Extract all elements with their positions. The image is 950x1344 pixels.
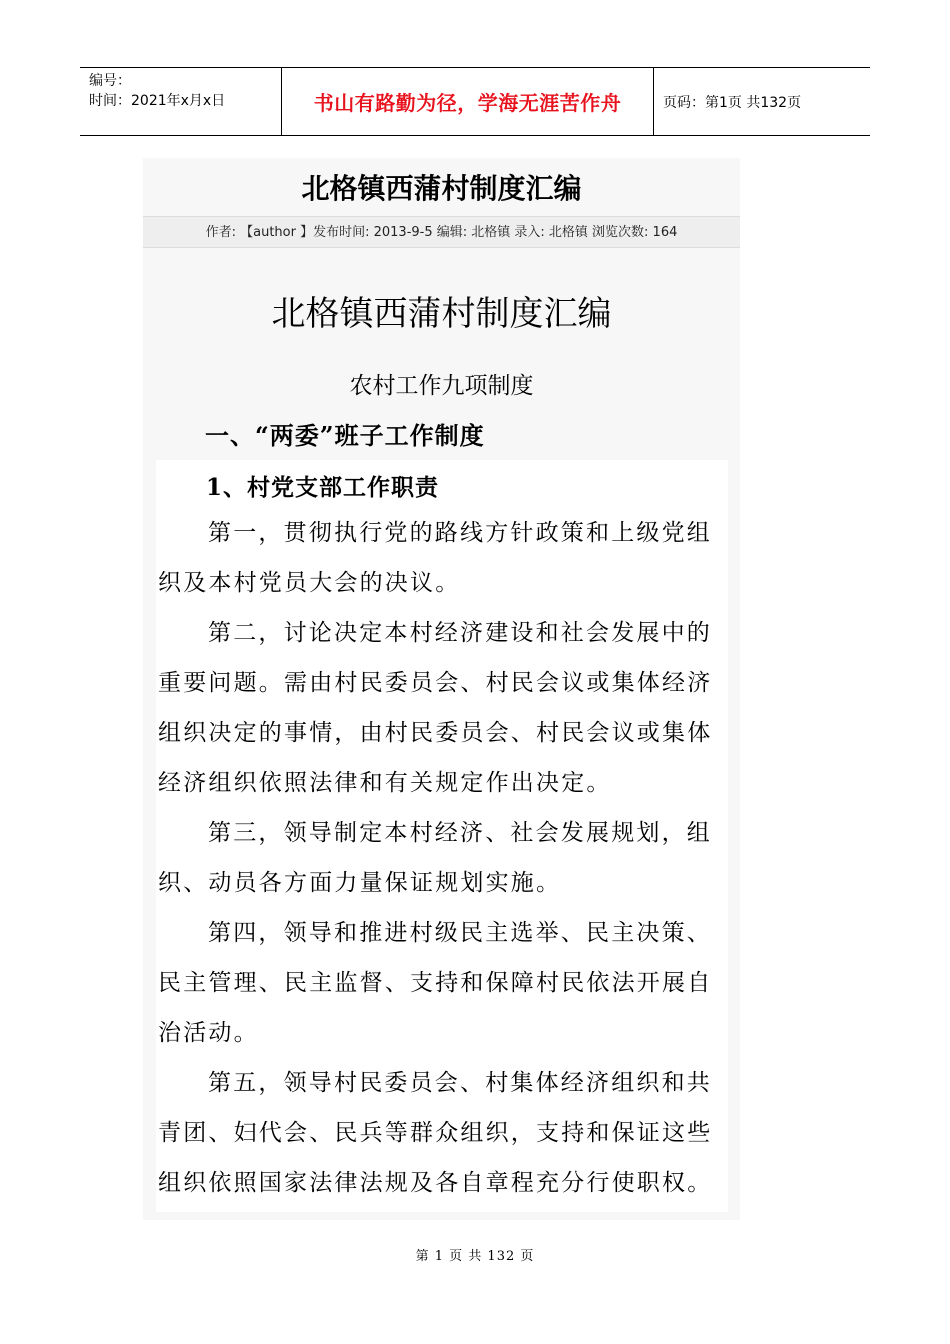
header-motto: 书山有路勤为径，学海无涯苦作舟 [281,68,654,135]
serial-number-label: 编号： [89,73,131,89]
paragraph-4: 第四，领导和推进村级民主选举、民主决策、民主管理、民主监督、支持和保障村民依法开展自治活动。 [158,920,713,1046]
paragraph-1: 第一，贯彻执行党的路线方针政策和上级党组织及本村党员大会的决议。 [158,520,712,596]
section-heading: 一、“两委”班子工作制度 [205,421,485,450]
header-page-info: 页码：第1页 共132页 [663,94,802,111]
sub-heading: 1、村党支部工作职责 [206,474,440,501]
paragraph-2: 第二，讨论决定本村经济建设和社会发展中的重要问题。需由村民委员会、村民会议或集体经济组织决定的事情，由村民委员会、村民会议或集体经济组织依照法律和有关规定作出决定。 [158,620,713,796]
article-title: 北格镇西蒲村制度汇编 [301,172,582,205]
article-body [156,460,728,1212]
paragraph-5: 第五，领导村民委员会、村集体经济组织和共青团、妇代会、民兵等群众组织，支持和保证这些组织依照国家法律法规及各自章程充分行使职权。 [158,1070,713,1196]
header-info-cell [80,68,281,135]
page-footer: 第 1 页 共 132 页 [415,1249,535,1264]
document-header [80,67,870,136]
article-meta: 作者: 【author 】发布时间: 2013-9-5 编辑: 北格镇 录入: 北格镇 浏览次数: 164 [143,216,740,248]
document-title: 北格镇西蒲村制度汇编 [271,294,612,334]
date-label: 时间：2021年x月x日 [89,93,226,109]
document-subtitle: 农村工作九项制度 [349,373,534,399]
paragraph-3: 第三，领导制定本村经济、社会发展规划，组织、动员各方面力量保证规划实施。 [158,820,712,896]
